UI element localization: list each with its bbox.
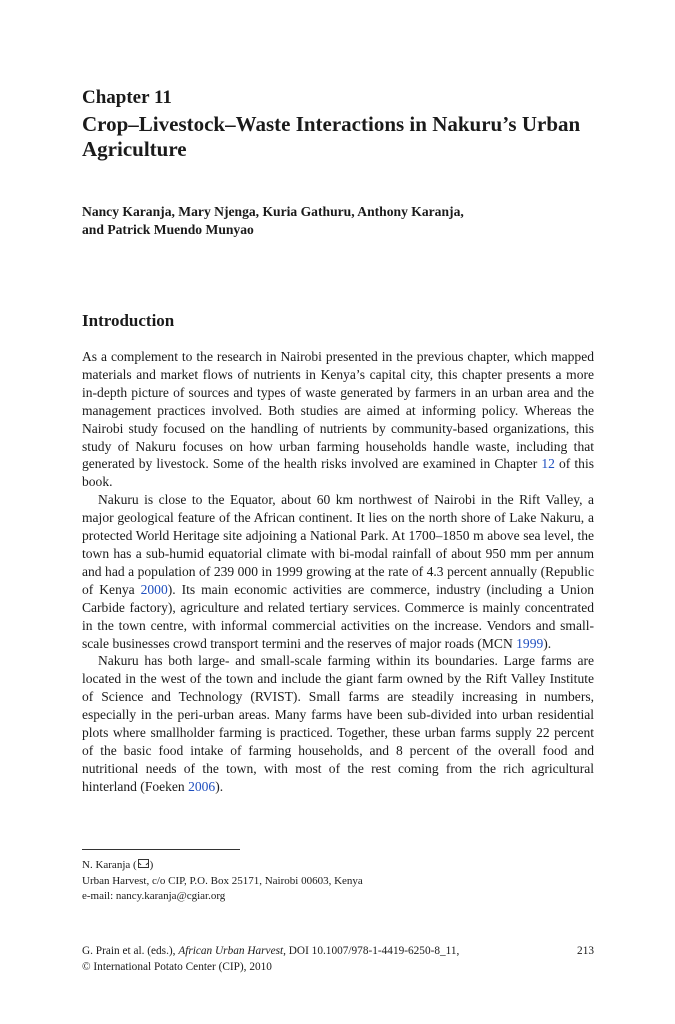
footer-doi: , DOI 10.1007/978-1-4419-6250-8_11, — [283, 945, 460, 957]
footer-editors: G. Prain et al. (eds.), — [82, 945, 179, 957]
paragraph-3-tail: ). — [215, 778, 224, 794]
chapter-reference-link[interactable]: 12 — [541, 456, 555, 472]
paragraph-3-text: Nakuru has both large- and small-scale farming within its boundaries. Large farms are located in the west of the town and include the giant farm owned by the Rift Valley Institute of Science and Technology (RVIST). Small farms are steadily increasing in numbers, especially in the peri-urban areas. Many farms have been sub-divided into urban residential plots where smallholder farming is practiced. Together, these urban farms supply 22 percent of the basic food intake of farming households, and 8 percent of the overall food and nutritional needs of the town, with most of the rest coming from the rich agricultural hinterland (Foeken — [82, 653, 594, 794]
paragraph-1 — [82, 348, 594, 491]
paragraph-2 — [82, 491, 594, 652]
paragraph-2-text-b: ). Its main economic activities are commerce, industry (including a Union Carbide factory), agriculture and related tertiary services. Commerce is mainly concentrated in the town centre, with informal commercial activities on the increase. Vendors and small-scale businesses crowd transport termini and the reserves of major roads (MCN — [82, 581, 594, 651]
paragraph-2-text-c: ). — [543, 635, 552, 651]
citation-link-foeken[interactable]: 2006 — [188, 778, 216, 794]
body-text — [82, 348, 594, 796]
citation-link-republic-of-kenya[interactable]: 2000 — [140, 581, 168, 597]
footer-book-title: African Urban Harvest — [178, 945, 284, 957]
footnote-divider — [82, 849, 240, 850]
page-number: 213 — [577, 945, 594, 957]
book-page — [82, 0, 594, 1024]
publication-info — [82, 944, 594, 960]
envelope-icon — [138, 859, 149, 868]
authors-line-2: and Patrick Muendo Munyao — [82, 222, 254, 237]
footnote-author-name: N. Karanja ( — [82, 859, 137, 871]
copyright-line: © International Potato Center (CIP), 2010 — [82, 961, 272, 973]
footnote-author-close: ) — [149, 859, 154, 871]
paragraph-1-text: As a complement to the research in Nairobi presented in the previous chapter, which mapped materials and market flows of nutrients in Kenya’s capital city, this chapter presents a more in-depth picture of sources and types of waste generated by farmers in an urban area and the management practices involved. Both studies are aimed at informing policy. Whereas the Nairobi study focused on the handling of nutrients by community-based organizations, this study of Nakuru focuses on how urban farming households handle waste, including that generated by livestock. Some of the health risks involved are examined in Chapter — [82, 349, 594, 472]
author-list — [82, 203, 594, 239]
footnote-email[interactable]: e-mail: nancy.karanja@cgiar.org — [82, 890, 226, 902]
paragraph-1-tail: of this book. — [82, 456, 594, 490]
footnote-affiliation: Urban Harvest, c/o CIP, P.O. Box 25171, Nairobi 00603, Kenya — [82, 875, 363, 887]
paragraph-3 — [82, 652, 594, 795]
paragraph-2-text-a: Nakuru is close to the Equator, about 60 km northwest of Nairobi in the Rift Valley, a major geological feature of the African continent. It lies on the north shore of Lake Nakuru, a protected World Heritage site adjoining a National Park. At 1700–1850 m above sea level, the town has a sub-humid equatorial climate with bi-modal rainfall of about 950 mm per annum and had a population of 239 000 in 1999 growing at the rate of 4.3 percent annually (Republic of Kenya — [82, 492, 594, 597]
citation-link-mcn[interactable]: 1999 — [516, 635, 544, 651]
authors-line-1: Nancy Karanja, Mary Njenga, Kuria Gathuru, Anthony Karanja, — [82, 204, 464, 219]
footnote-author — [82, 858, 594, 874]
chapter-title: Crop–Livestock–Waste Interactions in Nakuru’s Urban Agriculture — [82, 112, 581, 161]
section-heading-introduction: Introduction — [82, 311, 175, 330]
chapter-label: Chapter 11 — [82, 87, 172, 108]
